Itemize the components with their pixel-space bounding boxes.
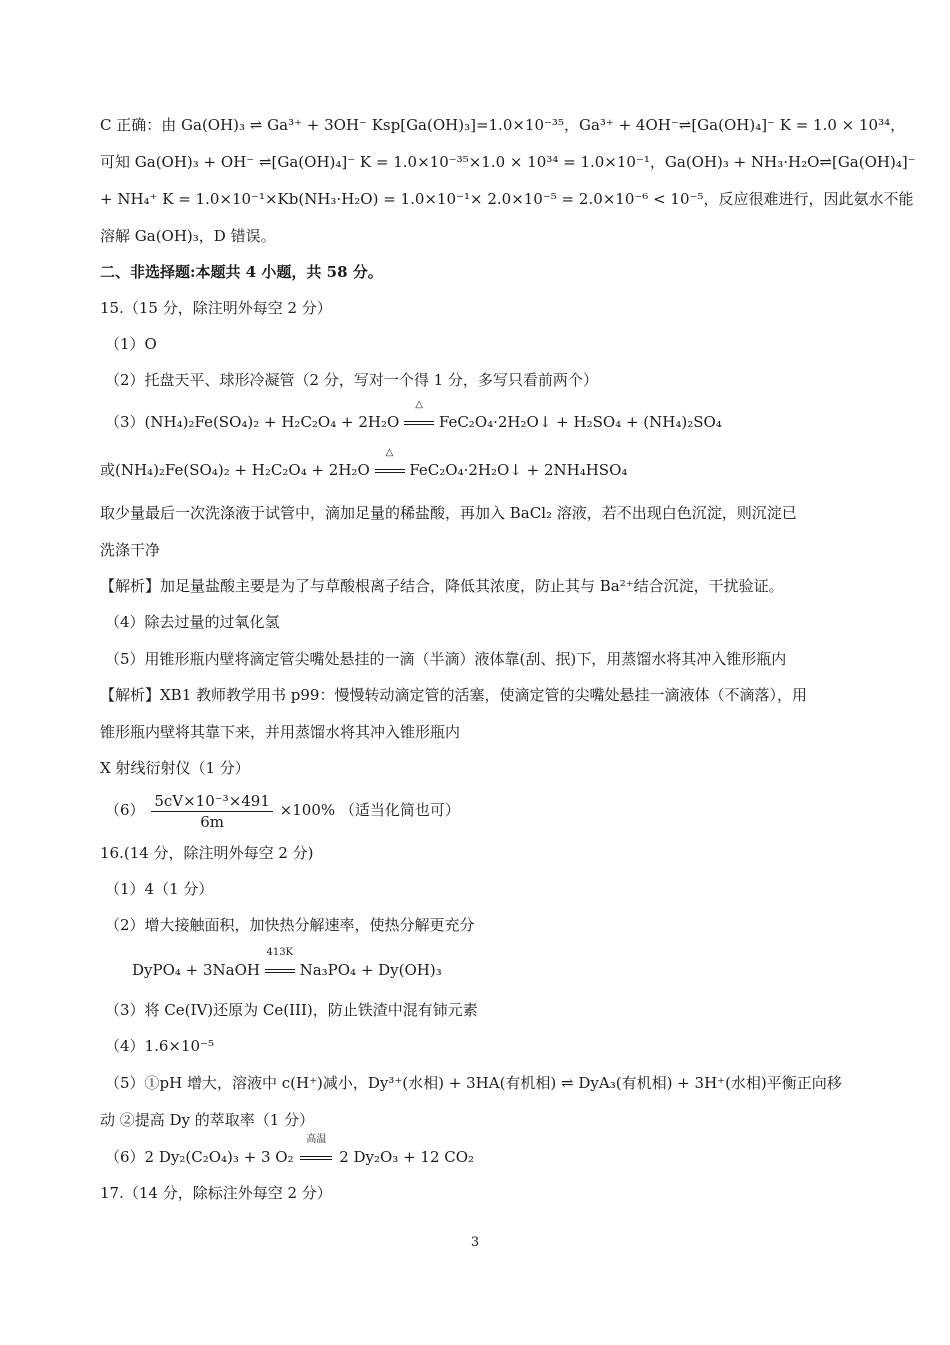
answer-line: （5）用锥形瓶内壁将滴定管尖嘴处悬挂的一滴（半滴）液体靠(刮、抿)下，用蒸馏水将其冲入锥形瓶内	[105, 650, 787, 668]
answer-line: （1）O	[105, 335, 157, 353]
text-line: 洗涤干净	[100, 541, 161, 559]
heat-symbol: △	[385, 447, 394, 458]
text-line: C 正确：由 Ga(OH)₃ ⇌ Ga³⁺ + 3OH⁻ Ksp[Ga(OH)₃]=1.0×10⁻³⁵，Ga³⁺ + 4OH⁻⇌[Ga(OH)₄]⁻ K = 1.0 × 10³⁴，	[100, 116, 906, 134]
page-number: 3	[470, 1235, 480, 1250]
text-line: 可知 Ga(OH)₃ + OH⁻ ⇌[Ga(OH)₄]⁻ K = 1.0×10⁻³⁵×1.0 × 10³⁴ = 1.0×10⁻¹，Ga(OH)₃ + NH₃·H₂O⇌[Ga(OH)₄]⁻	[100, 153, 916, 171]
text-line: 溶解 Ga(OH)₃，D 错误。	[100, 227, 276, 245]
section-heading: 二、非选择题:本题共 4 小题，共 58 分。	[100, 263, 383, 281]
answer-line: （5）①pH 增大，溶液中 c(H⁺)减小，Dy³⁺(水相) + 3HA(有机相) ⇌ DyA₃(有机相) + 3H⁺(水相)平衡正向移	[105, 1074, 842, 1092]
equation-left: 或(NH₄)₂Fe(SO₄)₂ + H₂C₂O₄ + 2H₂O	[100, 461, 370, 479]
equation-right: 2 Dy₂O₃ + 12 CO₂	[339, 1148, 475, 1166]
equation-left: DyPO₄ + 3NaOH	[132, 961, 260, 979]
answer-line: （3）将 Ce(IV)还原为 Ce(III)，防止铁渣中混有铈元素	[105, 1001, 478, 1019]
text-line: X 射线衍射仪（1 分）	[100, 759, 250, 777]
answer-line: （4）1.6×10⁻⁵	[105, 1037, 214, 1055]
formula-line	[105, 790, 460, 831]
fraction-numerator: 5cV×10⁻³×491	[151, 792, 273, 812]
equation-right: FeC₂O₄·2H₂O↓ + 2NH₄HSO₄	[409, 461, 628, 479]
answer-line: （1）4（1 分）	[105, 880, 214, 898]
equation-line	[105, 1134, 475, 1167]
equation-left: （6）2 Dy₂(C₂O₄)₃ + 3 O₂	[105, 1148, 294, 1166]
answer-line: （2）增大接触面积，加快热分解速率，使热分解更充分	[105, 916, 475, 934]
text-line: 锥形瓶内壁将其靠下来，并用蒸馏水将其冲入锥形瓶内	[100, 723, 461, 741]
text-line: 动 ②提高 Dy 的萃取率（1 分）	[100, 1111, 315, 1129]
heat-arrow	[375, 447, 405, 480]
answer-line: （2）托盘天平、球形冷凝管（2 分，写对一个得 1 分，多写只看前两个）	[105, 371, 598, 389]
analysis-line: 【解析】加足量盐酸主要是为了与草酸根离子结合，降低其浓度，防止其与 Ba²⁺结合沉淀，干扰验证。	[100, 577, 784, 595]
heat-symbol: △	[415, 399, 423, 410]
equation-line	[100, 447, 628, 480]
equation-right: Na₃PO₄ + Dy(OH)₃	[299, 961, 442, 979]
condition-arrow	[265, 947, 295, 980]
formula-suffix: ×100% （适当化简也可）	[279, 801, 460, 819]
equation-right: FeC₂O₄·2H₂O↓ + H₂SO₄ + (NH₄)₂SO₄	[438, 413, 722, 431]
text-line: 取少量最后一次洗涤液于试管中，滴加足量的稀盐酸，再加入 BaCl₂ 溶液，若不出现白色沉淀，则沉淀已	[100, 504, 797, 522]
formula-label: （6）	[105, 801, 145, 819]
heat-arrow	[404, 399, 434, 432]
equation-left: （3）(NH₄)₂Fe(SO₄)₂ + H₂C₂O₄ + 2H₂O	[105, 413, 400, 431]
question-heading: 15.（15 分，除注明外每空 2 分）	[100, 299, 332, 317]
equation-line	[105, 399, 722, 432]
analysis-line: 【解析】XB1 教师教学用书 p99：慢慢转动滴定管的活塞，使滴定管的尖嘴处悬挂一滴液体（不滴落），用	[100, 686, 807, 704]
condition-label: 413K	[266, 947, 294, 958]
text-line: + NH₄⁺ K = 1.0×10⁻¹×Kb(NH₃·H₂O) = 1.0×10⁻¹× 2.0×10⁻⁵ = 2.0×10⁻⁶ < 10⁻⁵，反应很难进行，因此氨水不能	[100, 190, 914, 208]
equation-line	[132, 947, 442, 980]
fraction-denominator: 6m	[200, 812, 224, 831]
answer-line: （4）除去过量的过氧化氢	[105, 613, 280, 631]
fraction	[151, 792, 273, 831]
question-heading: 16.(14 分，除注明外每空 2 分)	[100, 844, 314, 862]
question-heading: 17.（14 分，除标注外每空 2 分）	[100, 1184, 332, 1202]
condition-arrow	[300, 1134, 332, 1167]
condition-label: 高温	[306, 1134, 327, 1145]
